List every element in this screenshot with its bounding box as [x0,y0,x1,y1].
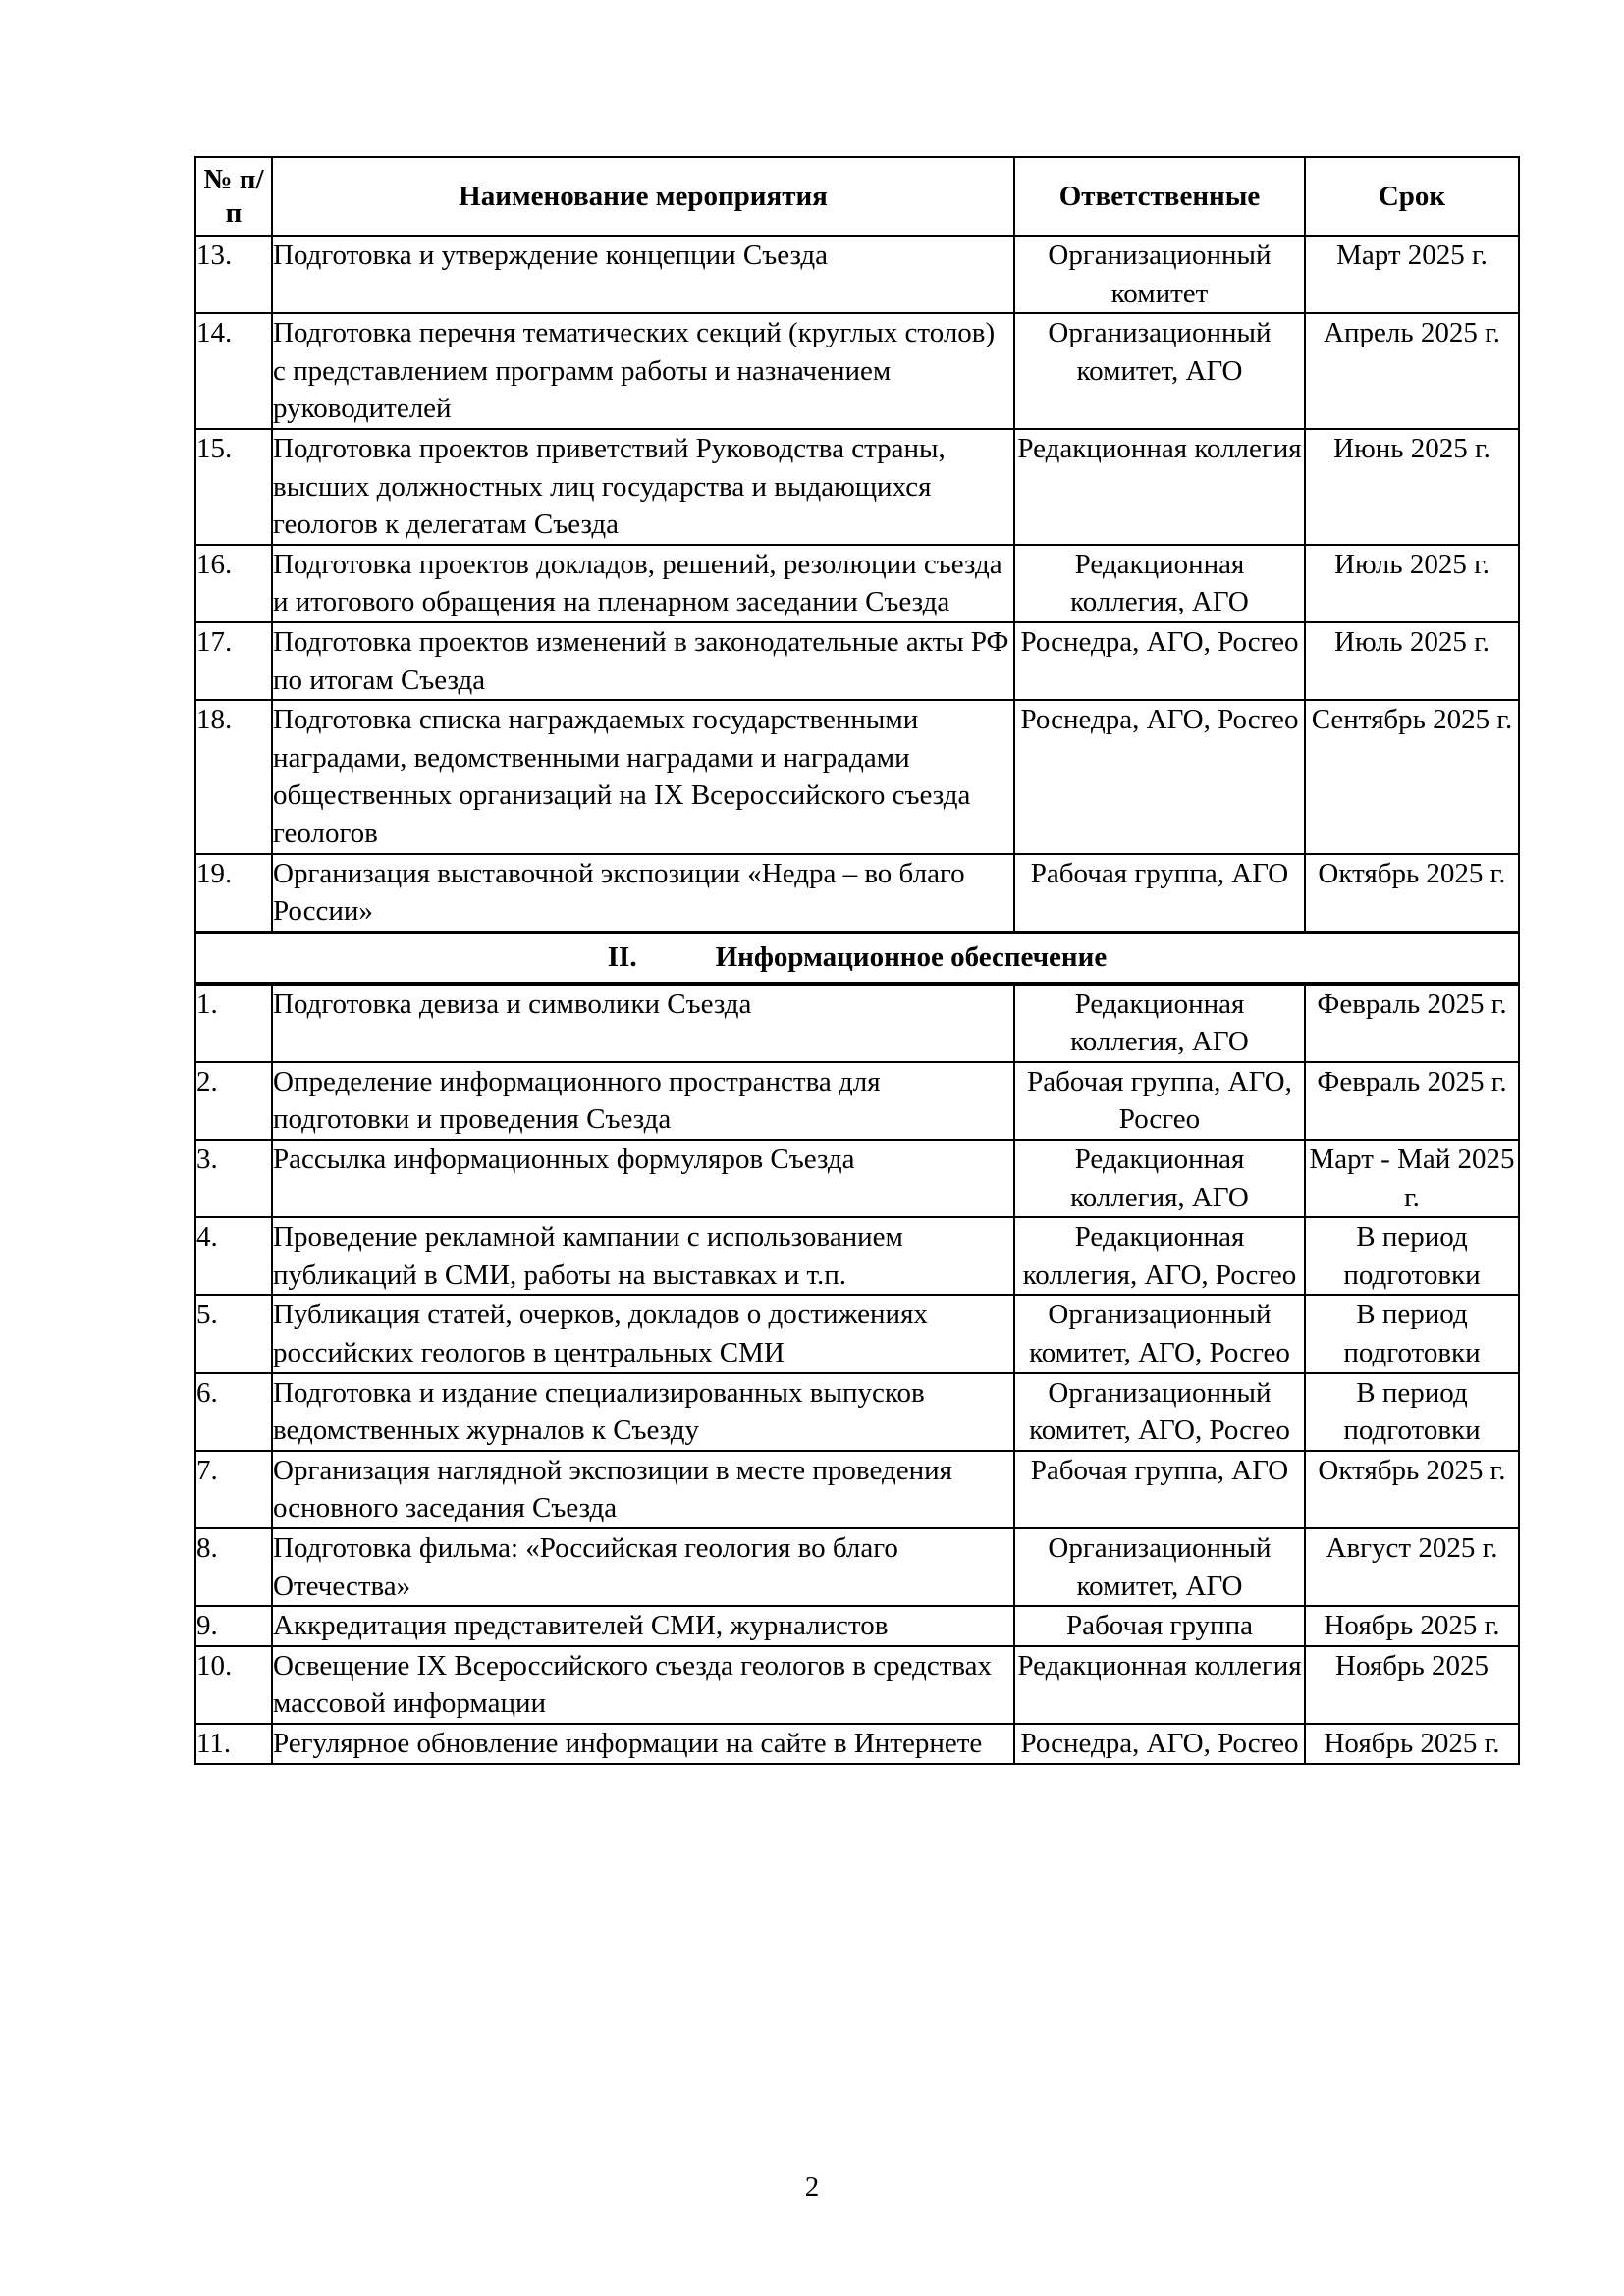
row-number: 3. [195,1140,272,1217]
row-name: Подготовка списка награждаемых государственными наградами, ведомственными наградами и наградами общественных организаций на IX Всероссийского съезда геологов [272,700,1014,853]
header-name: Наименование мероприятия [272,157,1014,236]
row-term: В период подготовки [1305,1217,1519,1295]
row-name: Подготовка проектов изменений в законодательные акты РФ по итогам Съезда [272,622,1014,700]
table-row [195,984,1519,1062]
row-responsible: Рабочая группа, АГО [1014,854,1305,933]
row-number: 11. [195,1724,272,1764]
row-term: Октябрь 2025 г. [1305,854,1519,933]
row-responsible: Редакционная коллегия [1014,1646,1305,1724]
table-row [195,622,1519,700]
row-term: Ноябрь 2025 г. [1305,1724,1519,1764]
row-term: Июль 2025 г. [1305,545,1519,622]
row-number: 17. [195,622,272,700]
table-row [195,236,1519,313]
table-row [195,1295,1519,1372]
row-number: 4. [195,1217,272,1295]
row-number: 6. [195,1373,272,1451]
table-row [195,1646,1519,1724]
row-responsible: Редакционная коллегия, АГО, Росгео [1014,1217,1305,1295]
row-term: В период подготовки [1305,1295,1519,1372]
row-number: 5. [195,1295,272,1372]
row-name: Подготовка перечня тематических секций (круглых столов) с представлением программ работы и назначением руководителей [272,313,1014,429]
header-responsible: Ответственные [1014,157,1305,236]
row-responsible: Роснедра, АГО, Росгео [1014,1724,1305,1764]
table-row [195,1373,1519,1451]
row-term: Март - Май 2025 г. [1305,1140,1519,1217]
row-responsible: Организационный комитет, АГО [1014,313,1305,429]
row-name: Подготовка и утверждение концепции Съезда [272,236,1014,313]
row-responsible: Роснедра, АГО, Росгео [1014,622,1305,700]
row-name: Рассылка информационных формуляров Съезда [272,1140,1014,1217]
table-row [195,1724,1519,1764]
row-term: Июль 2025 г. [1305,622,1519,700]
row-name: Подготовка проектов докладов, решений, резолюции съезда и итогового обращения на пленарном заседании Съезда [272,545,1014,622]
row-number: 10. [195,1646,272,1724]
row-name: Публикация статей, очерков, докладов о достижениях российских геологов в центральных СМИ [272,1295,1014,1372]
row-responsible: Организационный комитет [1014,236,1305,313]
row-number: 16. [195,545,272,622]
row-name: Организация наглядной экспозиции в месте проведения основного заседания Съезда [272,1451,1014,1528]
page-number: 2 [804,2171,820,2203]
table-row [195,854,1519,933]
row-number: 9. [195,1606,272,1646]
table-row [195,1606,1519,1646]
row-name: Подготовка проектов приветствий Руководства страны, высших должностных лиц государства и выдающихся геологов к делегатам Съезда [272,429,1014,545]
table-row [195,1217,1519,1295]
row-term: Октябрь 2025 г. [1305,1451,1519,1528]
row-responsible: Рабочая группа, АГО, Росгео [1014,1062,1305,1140]
row-name: Проведение рекламной кампании с использованием публикаций в СМИ, работы на выставках и т.п. [272,1217,1014,1295]
row-name: Аккредитация представителей СМИ, журналистов [272,1606,1014,1646]
row-term: Апрель 2025 г. [1305,313,1519,429]
row-responsible: Редакционная коллегия, АГО [1014,545,1305,622]
table-row [195,700,1519,853]
row-term: В период подготовки [1305,1373,1519,1451]
row-name: Определение информационного пространства для подготовки и проведения Съезда [272,1062,1014,1140]
row-name: Подготовка и издание специализированных выпусков ведомственных журналов к Съезду [272,1373,1014,1451]
row-responsible: Редакционная коллегия [1014,429,1305,545]
row-responsible: Организационный комитет, АГО, Росгео [1014,1373,1305,1451]
row-responsible: Редакционная коллегия, АГО [1014,984,1305,1062]
row-responsible: Рабочая группа [1014,1606,1305,1646]
events-table [194,156,1520,1765]
row-number: 2. [195,1062,272,1140]
section-title: Информационное обеспечение [715,941,1108,974]
row-number: 18. [195,700,272,853]
section-row [195,933,1519,984]
row-responsible: Редакционная коллегия, АГО [1014,1140,1305,1217]
row-name: Организация выставочной экспозиции «Недра – во благо России» [272,854,1014,933]
row-term: Февраль 2025 г. [1305,1062,1519,1140]
row-number: 8. [195,1528,272,1606]
row-number: 13. [195,236,272,313]
row-responsible: Рабочая группа, АГО [1014,1451,1305,1528]
row-number: 15. [195,429,272,545]
row-name: Регулярное обновление информации на сайте в Интернете [272,1724,1014,1764]
row-term: Август 2025 г. [1305,1528,1519,1606]
row-term: Ноябрь 2025 г. [1305,1606,1519,1646]
table-header-row [195,157,1519,236]
table-row [195,313,1519,429]
row-number: 19. [195,854,272,933]
row-term: Ноябрь 2025 [1305,1646,1519,1724]
row-name: Подготовка девиза и символики Съезда [272,984,1014,1062]
header-number: № п/п [195,157,272,236]
table-row [195,1140,1519,1217]
row-term: Март 2025 г. [1305,236,1519,313]
row-responsible: Организационный комитет, АГО, Росгео [1014,1295,1305,1372]
table-row [195,1451,1519,1528]
table-row [195,545,1519,622]
header-term: Срок [1305,157,1519,236]
row-name: Освещение IX Всероссийского съезда геологов в средствах массовой информации [272,1646,1014,1724]
section-heading [195,933,1519,984]
row-responsible: Роснедра, АГО, Росгео [1014,700,1305,853]
table-row [195,429,1519,545]
row-number: 1. [195,984,272,1062]
row-number: 14. [195,313,272,429]
row-term: Сентябрь 2025 г. [1305,700,1519,853]
row-term: Июнь 2025 г. [1305,429,1519,545]
table-row [195,1062,1519,1140]
row-number: 7. [195,1451,272,1528]
row-responsible: Организационный комитет, АГО [1014,1528,1305,1606]
table-row [195,1528,1519,1606]
row-name: Подготовка фильма: «Российская геология во благо Отечества» [272,1528,1014,1606]
section-number: II. [607,941,637,974]
row-term: Февраль 2025 г. [1305,984,1519,1062]
